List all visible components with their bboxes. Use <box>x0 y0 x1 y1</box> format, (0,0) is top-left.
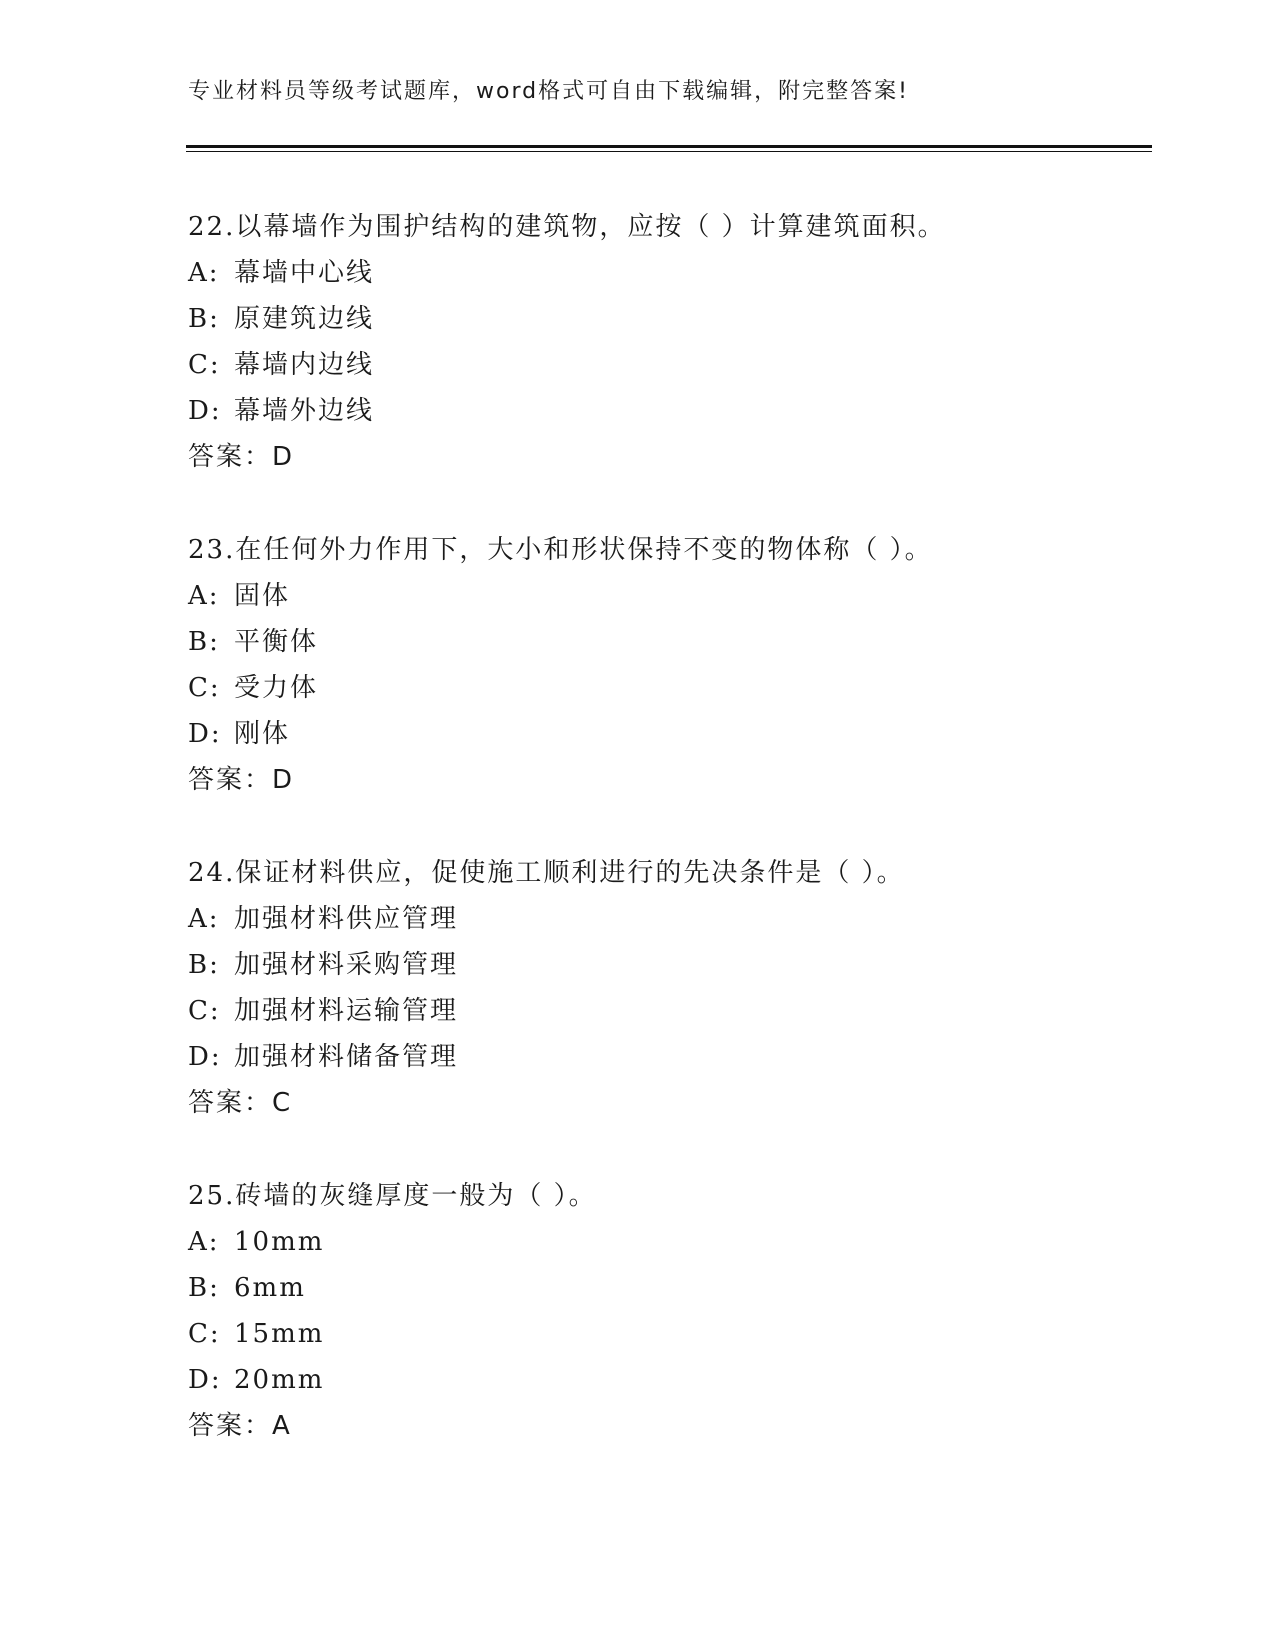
option-b <box>188 296 1148 342</box>
question-list <box>188 204 1148 1496</box>
option-key: A: <box>188 1227 220 1257</box>
option-d <box>188 1034 1148 1080</box>
question-stem: 22.以幕墙作为围护结构的建筑物，应按（ ）计算建筑面积。 <box>188 212 946 242</box>
option-key: C: <box>188 673 221 703</box>
option-key: B: <box>188 627 220 657</box>
option-text: 加强材料供应管理 <box>234 904 459 934</box>
answer-line: 答案：D <box>188 765 295 795</box>
option-b <box>188 619 1148 665</box>
option-text: 幕墙内边线 <box>234 350 375 380</box>
page-header: 专业材料员等级考试题库，word格式可自由下载编辑，附完整答案! <box>188 79 909 104</box>
option-c <box>188 988 1148 1034</box>
question-25 <box>188 1173 1148 1449</box>
option-key: C: <box>188 996 221 1026</box>
question-stem: 23.在任何外力作用下，大小和形状保持不变的物体称（ ）。 <box>188 535 933 565</box>
option-text: 加强材料运输管理 <box>234 996 459 1026</box>
option-key: D: <box>188 1365 222 1395</box>
option-key: A: <box>188 258 220 288</box>
option-d <box>188 1357 1148 1403</box>
option-d <box>188 711 1148 757</box>
option-text: 幕墙中心线 <box>234 258 375 288</box>
question-22 <box>188 204 1148 480</box>
option-text: 15mm <box>234 1319 325 1349</box>
option-text: 幕墙外边线 <box>234 396 375 426</box>
option-text: 刚体 <box>234 719 291 749</box>
option-a <box>188 573 1148 619</box>
option-key: D: <box>188 1042 222 1072</box>
option-d <box>188 388 1148 434</box>
option-b <box>188 1265 1148 1311</box>
option-key: B: <box>188 304 220 334</box>
option-text: 加强材料采购管理 <box>234 950 459 980</box>
option-a <box>188 250 1148 296</box>
question-23 <box>188 527 1148 803</box>
header-divider-thin <box>186 151 1152 152</box>
option-key: C: <box>188 350 221 380</box>
option-text: 20mm <box>234 1365 325 1395</box>
option-text: 固体 <box>234 581 291 611</box>
option-text: 10mm <box>234 1227 325 1257</box>
header-divider-thick <box>186 145 1152 148</box>
answer-line: 答案：D <box>188 442 295 472</box>
option-key: D: <box>188 719 222 749</box>
option-key: D: <box>188 396 222 426</box>
option-key: A: <box>188 581 220 611</box>
option-text: 平衡体 <box>234 627 319 657</box>
option-key: C: <box>188 1319 221 1349</box>
option-c <box>188 342 1148 388</box>
question-24 <box>188 850 1148 1126</box>
option-c <box>188 665 1148 711</box>
answer-line: 答案：C <box>188 1088 293 1118</box>
option-text: 加强材料储备管理 <box>234 1042 459 1072</box>
question-stem: 25.砖墙的灰缝厚度一般为（ ）。 <box>188 1181 597 1211</box>
option-text: 原建筑边线 <box>234 304 375 334</box>
option-key: B: <box>188 950 220 980</box>
question-stem: 24.保证材料供应，促使施工顺利进行的先决条件是（ ）。 <box>188 858 905 888</box>
option-a <box>188 1219 1148 1265</box>
answer-line: 答案：A <box>188 1411 292 1441</box>
option-key: A: <box>188 904 220 934</box>
option-text: 受力体 <box>234 673 319 703</box>
option-b <box>188 942 1148 988</box>
option-a <box>188 896 1148 942</box>
option-c <box>188 1311 1148 1357</box>
option-text: 6mm <box>234 1273 306 1303</box>
option-key: B: <box>188 1273 220 1303</box>
